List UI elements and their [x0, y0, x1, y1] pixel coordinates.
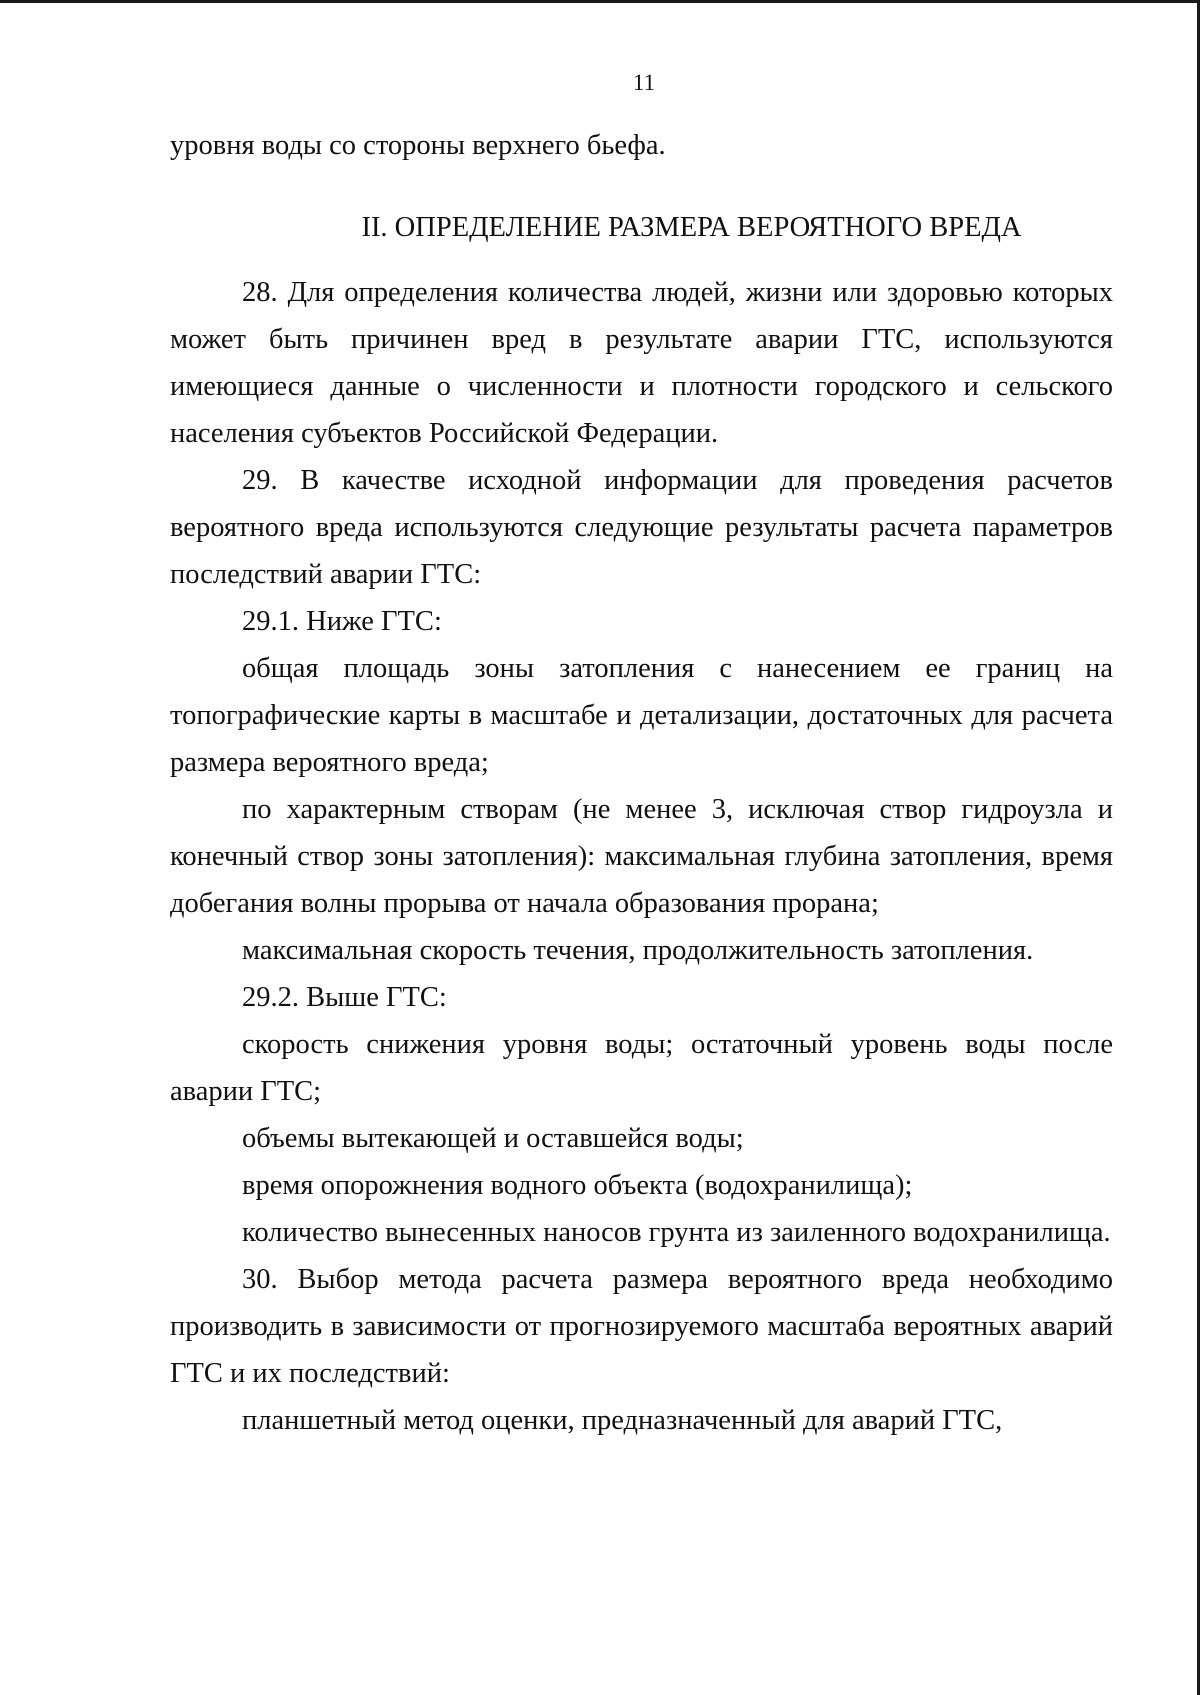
- scan-border-top: [0, 0, 1200, 3]
- paragraph-30: 30. Выбор метода расчета размера вероятного вреда необходимо производить в зависимости от прогнозируемого масштаба вероятных аварий ГТС и их последствий:: [170, 1264, 1113, 1389]
- document-body: [170, 122, 1113, 1444]
- paragraph-cross-sections: по характерным створам (не менее 3, исключая створ гидроузла и конечный створ зоны затопления): максимальная глубина затопления, время добегания волны прорыва от начала образования прорана;: [170, 794, 1113, 919]
- paragraph-29-2: 29.2. Выше ГТС:: [242, 982, 447, 1013]
- paragraph-29: 29. В качестве исходной информации для проведения расчетов вероятного вреда используются следующие результаты расчета параметров последствий аварии ГТС:: [170, 465, 1113, 590]
- paragraph-water-level: скорость снижения уровня воды; остаточный уровень воды после аварии ГТС;: [170, 1029, 1113, 1107]
- continuation-line: уровня воды со стороны верхнего бьефа.: [170, 130, 666, 161]
- paragraph-28: 28. Для определения количества людей, жизни или здоровью которых может быть причинен вред в результате аварии ГТС, используются имеющиеся данные о численности и плотности городского и сельского населения субъектов Российской Федерации.: [170, 277, 1113, 449]
- paragraph-water-volumes: объемы вытекающей и оставшейся воды;: [242, 1123, 744, 1154]
- paragraph-tablet-method: планшетный метод оценки, предназначенный для аварий ГТС,: [242, 1405, 1003, 1436]
- paragraph-sediment: количество вынесенных наносов грунта из заиленного водохранилища.: [242, 1217, 1111, 1248]
- section-heading: II. ОПРЕДЕЛЕНИЕ РАЗМЕРА ВЕРОЯТНОГО ВРЕДА: [361, 212, 1022, 243]
- page-number: 11: [632, 70, 656, 95]
- paragraph-max-velocity: максимальная скорость течения, продолжительность затопления.: [242, 935, 1034, 966]
- paragraph-flood-area: общая площадь зоны затопления с нанесением ее границ на топографические карты в масштабе и детализации, достаточных для расчета размера вероятного вреда;: [170, 653, 1113, 778]
- paragraph-emptying-time: время опорожнения водного объекта (водохранилища);: [242, 1170, 913, 1201]
- paragraph-29-1: 29.1. Ниже ГТС:: [242, 606, 442, 637]
